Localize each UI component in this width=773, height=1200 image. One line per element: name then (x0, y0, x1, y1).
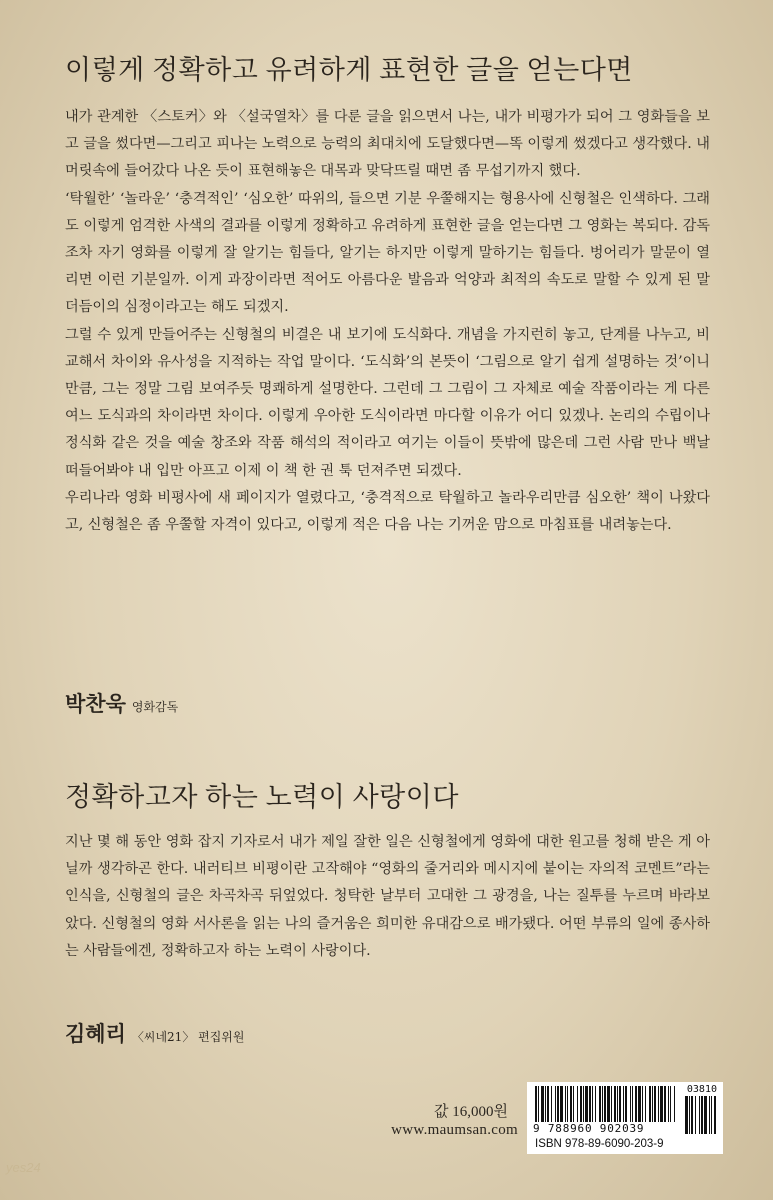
barcode-bar (623, 1086, 624, 1122)
paragraph: ‘탁월한’ ‘놀라운’ ‘충격적인’ ‘심오한’ 따위의, 들으면 기분 우쭐해지는 형용사에 신형철은 인색하다. 그래도 이렇게 엄격한 사색의 결과를 이렇게 정확하고 유려하게 표현한 글을 얻는다면 그 영화는 복되다. 감독조차 자기 영화를 이렇게 잘 알기는 힘들다, 알기는 하지만 이렇게 말하기는 힘들다. 벙어리가 말문이 열리면 이런 기분일까. 이게 과장이라면 적어도 아름다운 발음과 억양과 최적의 속도로 말할 수 있게 된 말더듬이의 심정이라고는 해도 되겠지. (65, 190, 710, 316)
paragraph: 내가 관계한 〈스토커〉와 〈설국열차〉를 다룬 글을 읽으면서 나는, 내가 비평가가 되어 그 영화들을 보고 글을 썼다면—그리고 피나는 노력으로 능력의 최대치에 도달했다면—똑 이렇게 썼겠다고 생각했다. 내 머릿속에 들어갔다 나온 듯이 표현해놓은 대목과 맞닥뜨릴 때면 좀 무섭기까지 했다. (65, 109, 710, 180)
barcode-addon-bar (699, 1096, 700, 1134)
barcode-digits: 9 788960 902039 (533, 1122, 645, 1135)
website-url: www.maumsan.com (391, 1122, 518, 1138)
barcode-bar (654, 1086, 656, 1122)
barcode-addon-bar (695, 1096, 696, 1134)
barcode-bar (555, 1086, 556, 1122)
paragraph: 그럴 수 있게 만들어주는 신형철의 비결은 내 보기에 도식화다. 개념을 가지런히 놓고, 단계를 나누고, 비교해서 차이와 유사성을 지적하는 작업 말이다. ‘도식화’의 본뜻이 ‘그림으로 알기 쉽게 설명하는 것’이니만큼, 그는 정말 그림 보여주듯 명쾌하게 설명한다. 그런데 그 그림이 그 자체로 예술 작품이라는 게 다른 여느 도식과의 차이라면 차이다. 이렇게 우아한 도식이라면 마다할 이유가 어디 있겠나. 논리의 수립이나 정식화 같은 것을 예술 창조와 작품 해석의 적이라고 여기는 이들이 뜻밖에 많은데 그런 사람 만나 백날 떠들어봐야 내 입만 아프고 이제 이 책 한 권 툭 던져주면 되겠다. (65, 326, 710, 479)
barcode-bar (617, 1086, 618, 1122)
barcode-bar (619, 1086, 621, 1122)
barcode-bar (585, 1086, 588, 1122)
barcode-addon-bar (711, 1096, 712, 1134)
paragraph: 우리나라 영화 비평사에 새 페이지가 열렸다고, ‘충격적으로 탁월하고 놀라우리만큼 심오한’ 책이 나왔다고, 신형철은 좀 우쭐할 자격이 있다고, 이렇게 적은 다음 나는 기꺼운 맘으로 마침표를 내려놓는다. (65, 489, 710, 534)
barcode-bar (573, 1086, 574, 1122)
barcode-bar (595, 1086, 596, 1122)
section2-body (65, 829, 710, 965)
barcode-bar (670, 1086, 671, 1122)
barcode-bar (614, 1086, 616, 1122)
barcode-addon-bar (714, 1096, 716, 1134)
barcode-bar (635, 1086, 637, 1122)
section1-title: 이렇게 정확하고 유려하게 표현한 글을 얻는다면 (65, 55, 633, 85)
barcode-bar (649, 1086, 651, 1122)
barcode-bar (535, 1086, 537, 1122)
barcode-bar (604, 1086, 606, 1122)
signature-1-role: 영화감독 (131, 700, 179, 714)
section2-title: 정확하고자 하는 노력이 사랑이다 (65, 782, 459, 812)
barcode-bar (625, 1086, 627, 1122)
barcode-bar (589, 1086, 591, 1122)
price: 값 16,000원 (434, 1104, 508, 1120)
barcode-bar (645, 1086, 646, 1122)
barcode-bar (611, 1086, 612, 1122)
barcode-bar (551, 1086, 552, 1122)
signature-2 (65, 1018, 245, 1048)
barcode-bar (570, 1086, 572, 1122)
barcode-addon-bar (689, 1096, 690, 1134)
barcode-bar (674, 1086, 675, 1122)
signature-2-name: 김혜리 (65, 1022, 126, 1046)
barcode-bar (557, 1086, 559, 1122)
barcode-bar (652, 1086, 653, 1122)
isbn-text: ISBN 978-89-6090-203-9 (535, 1138, 664, 1150)
barcode-bar (668, 1086, 669, 1122)
barcode-bar (638, 1086, 641, 1122)
barcode-bar (607, 1086, 610, 1122)
barcode-bar (660, 1086, 663, 1122)
barcode-bar (630, 1086, 631, 1122)
barcode-bar (664, 1086, 666, 1122)
barcode-bar (560, 1086, 563, 1122)
barcode-addon-bar (691, 1096, 693, 1134)
barcode-addon-digits: 03810 (686, 1084, 717, 1095)
barcode-bar (632, 1086, 633, 1122)
barcode-addon-bar (701, 1096, 703, 1134)
barcode-bar (545, 1086, 546, 1122)
isbn-barcode (527, 1082, 723, 1154)
barcode-bar (642, 1086, 643, 1122)
section1-body (65, 104, 710, 539)
signature-1-name: 박찬욱 (65, 692, 126, 716)
barcode-bar (538, 1086, 539, 1122)
paragraph: 지난 몇 해 동안 영화 잡지 기자로서 내가 제일 잘한 일은 신형철에게 영화에 대한 원고를 청해 받은 게 아닐까 생각하곤 한다. 내러티브 비평이란 고작해야 “영화의 줄거리와 메시지에 붙이는 자의적 코멘트”라는 인식을, 신형철의 글은 차곡차곡 뒤엎었다. 청탁한 날부터 고대한 그 광경을, 나는 질투를 누르며 바라보았다. 신형철의 영화 서사론을 읽는 나의 즐거움은 희미한 유대감으로 배가됐다. 어떤 부류의 일에 종사하는 사람들에겐, 정확하고자 하는 노력이 사랑이다. (65, 834, 710, 959)
barcode-bar (592, 1086, 593, 1122)
barcode-bar (577, 1086, 578, 1122)
barcode-bar (547, 1086, 549, 1122)
barcode-bar (565, 1086, 566, 1122)
signature-2-role: 〈씨네21〉 편집위원 (131, 1030, 245, 1044)
barcode-bar (583, 1086, 584, 1122)
barcode-bar (599, 1086, 601, 1122)
barcode-bar (658, 1086, 659, 1122)
barcode-bar (541, 1086, 544, 1122)
barcode-addon-bar (709, 1096, 710, 1134)
barcode-bar (580, 1086, 582, 1122)
barcode-bar (602, 1086, 603, 1122)
watermark-logo: yes24 (6, 1160, 41, 1175)
barcode-addon-bar (704, 1096, 707, 1134)
barcode-bar (567, 1086, 568, 1122)
signature-1 (65, 688, 178, 718)
barcode-addon-bar (685, 1096, 688, 1134)
